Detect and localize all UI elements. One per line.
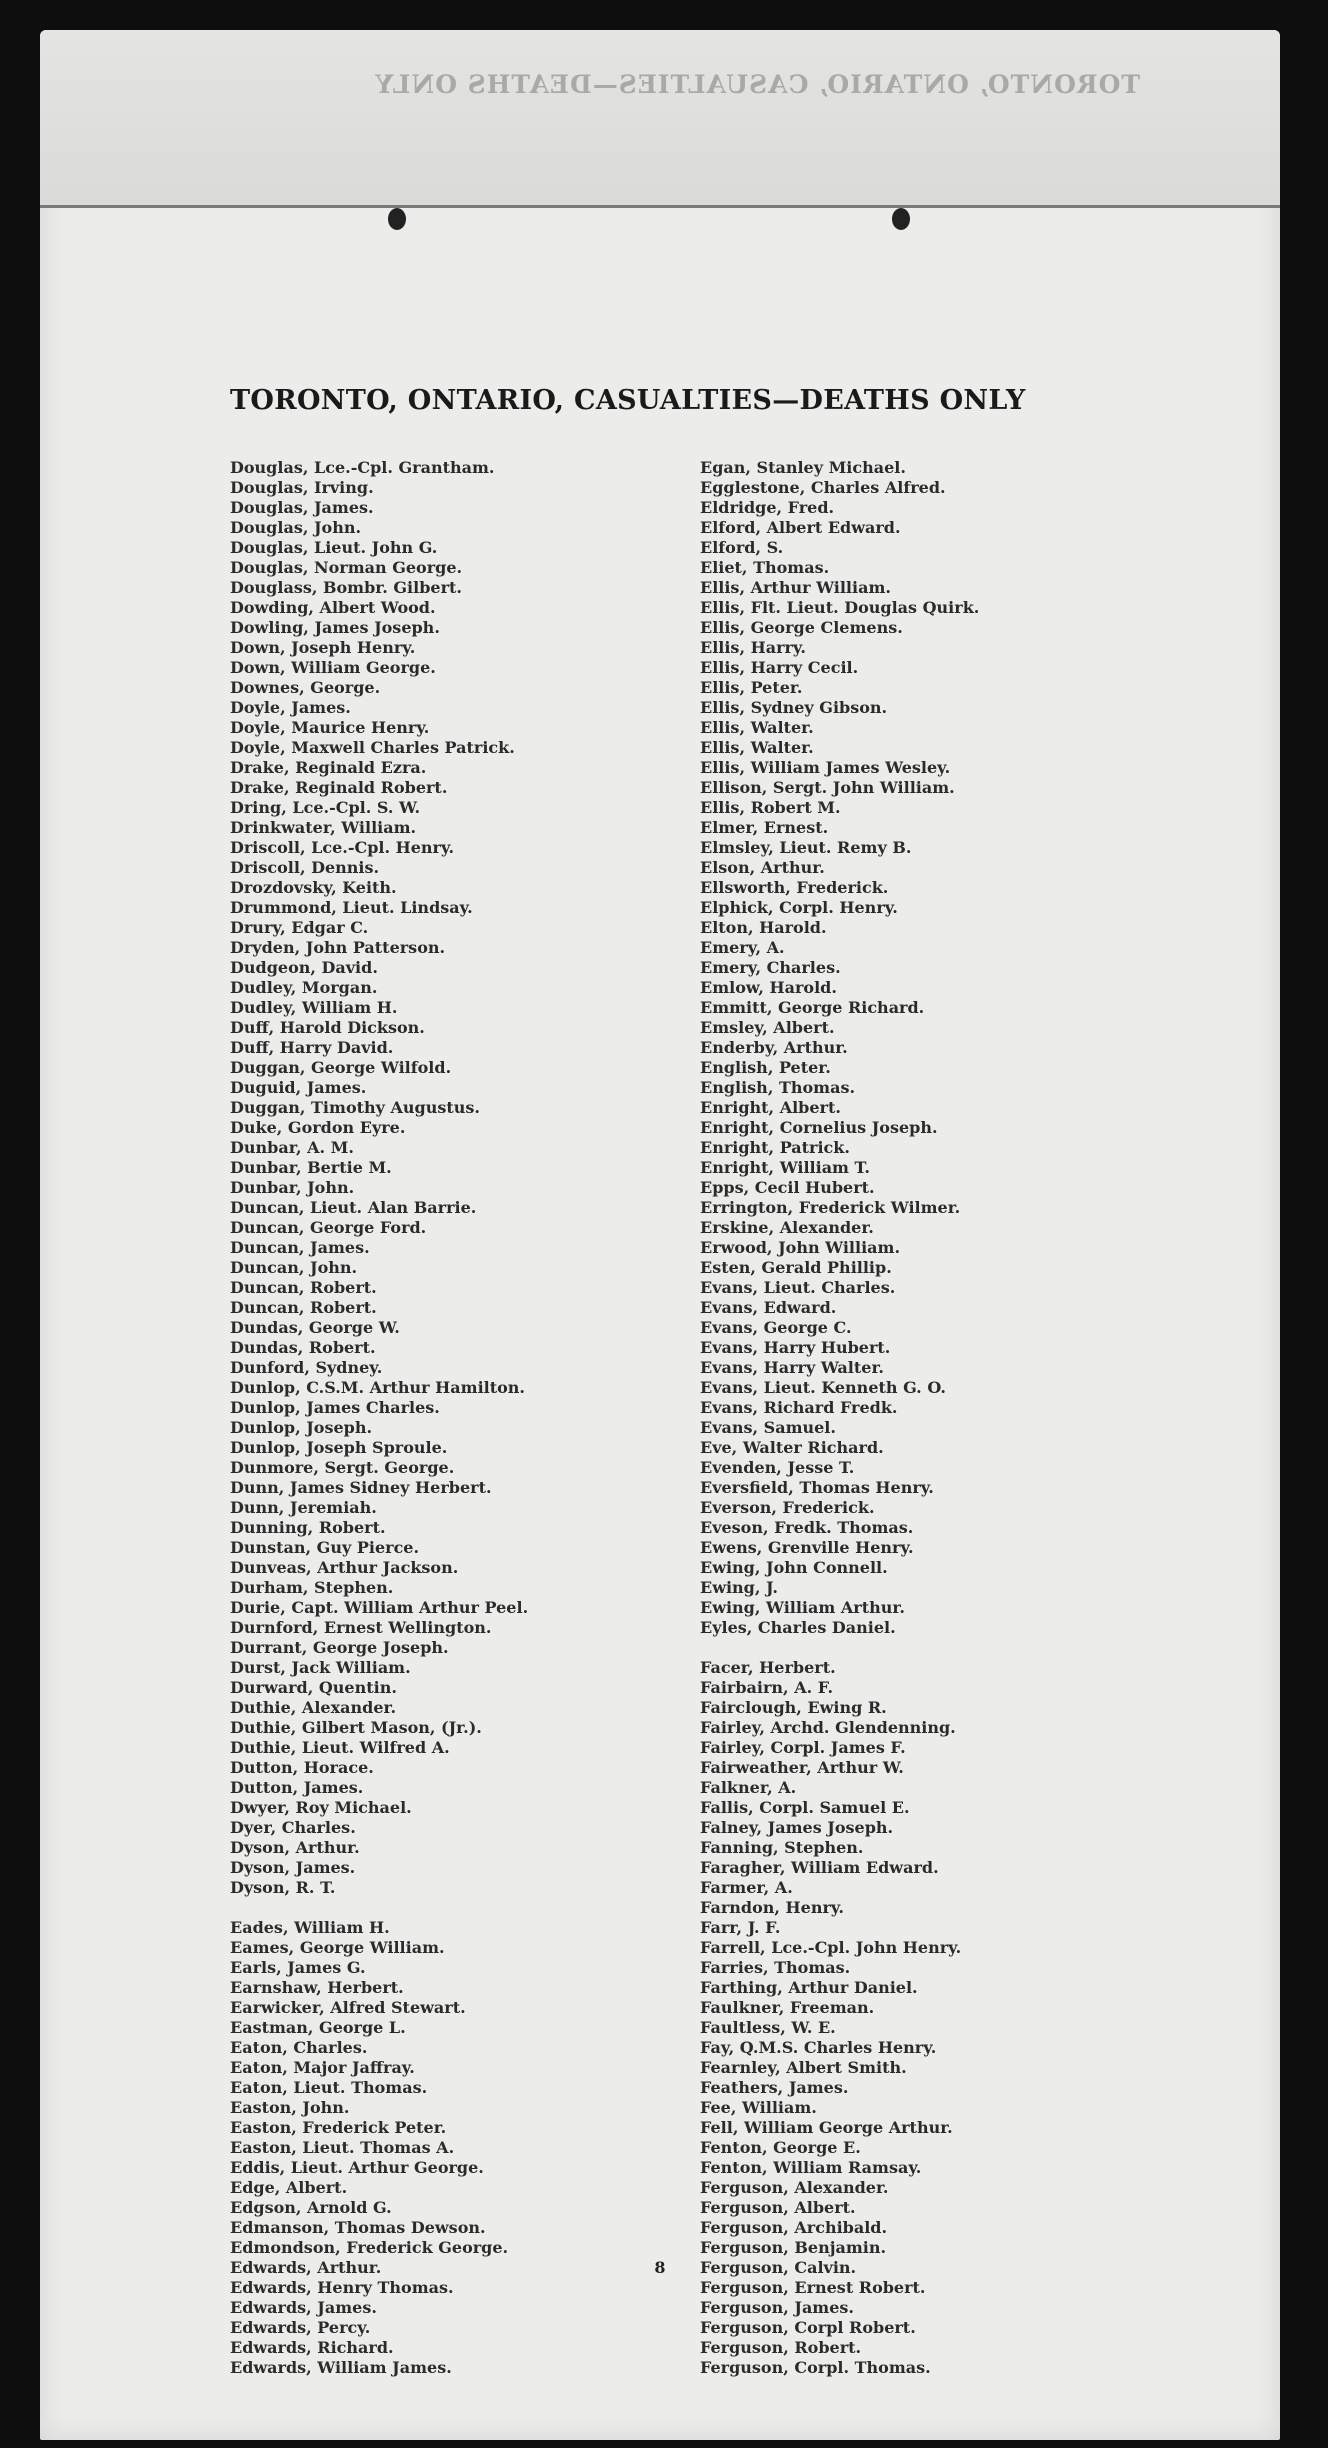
casualty-entry: Ferguson, Calvin. <box>700 2258 857 2277</box>
casualty-entry: Faultless, W. E. <box>700 2018 836 2037</box>
casualty-entry: Durnford, Ernest Wellington. <box>230 1618 492 1637</box>
casualty-entry: Dunlop, James Charles. <box>230 1398 440 1417</box>
document-page <box>40 30 1280 2440</box>
casualty-entry: Driscoll, Lce.-Cpl. Henry. <box>230 838 455 857</box>
casualty-entry: Emery, Charles. <box>700 958 841 977</box>
casualty-entry: English, Thomas. <box>700 1078 856 1097</box>
casualty-entry: Duff, Harry David. <box>230 1038 394 1057</box>
casualty-entry: Fay, Q.M.S. Charles Henry. <box>700 2038 937 2057</box>
casualty-entry: Dunford, Sydney. <box>230 1358 383 1377</box>
casualty-entry: Easton, John. <box>230 2098 350 2117</box>
casualty-entry: Edmanson, Thomas Dewson. <box>230 2218 486 2237</box>
page-binding-strip <box>40 30 1280 208</box>
casualty-entry: Drake, Reginald Robert. <box>230 778 448 797</box>
casualty-entry: Enderby, Arthur. <box>700 1038 848 1057</box>
casualty-entry: Ferguson, Ernest Robert. <box>700 2278 926 2297</box>
casualty-entry: Eades, William H. <box>230 1918 390 1937</box>
casualty-entry: Edwards, James. <box>230 2298 377 2317</box>
casualty-entry: Drury, Edgar C. <box>230 918 369 937</box>
casualty-entry: Evans, Lieut. Kenneth G. O. <box>700 1378 946 1397</box>
casualty-entry: Evans, Harry Walter. <box>700 1358 884 1377</box>
casualty-entry: Farthing, Arthur Daniel. <box>700 1978 918 1997</box>
casualty-entry: Easton, Frederick Peter. <box>230 2118 447 2137</box>
casualty-entry: Egan, Stanley Michael. <box>700 458 906 477</box>
casualty-entry: Enright, Cornelius Joseph. <box>700 1118 938 1137</box>
casualty-entry: Epps, Cecil Hubert. <box>700 1178 875 1197</box>
casualty-entry: Earls, James G. <box>230 1958 366 1977</box>
casualty-entry: Fairbairn, A. F. <box>700 1678 834 1697</box>
casualty-entry: Falkner, A. <box>700 1778 797 1797</box>
casualty-entry: Eversfield, Thomas Henry. <box>700 1478 934 1497</box>
casualty-entry: Evans, Edward. <box>700 1298 837 1317</box>
casualty-entry: Feathers, James. <box>700 2078 849 2097</box>
casualty-entry: Duthie, Gilbert Mason, (Jr.). <box>230 1718 482 1737</box>
casualty-entry: Ewing, J. <box>700 1578 778 1597</box>
casualty-entry: Falney, James Joseph. <box>700 1818 894 1837</box>
casualty-entry: Evans, Lieut. Charles. <box>700 1278 896 1297</box>
casualty-entry: Farrell, Lce.-Cpl. John Henry. <box>700 1938 962 1957</box>
casualty-entry: Duncan, James. <box>230 1238 370 1257</box>
casualty-entry: Eldridge, Fred. <box>700 498 835 517</box>
casualty-entry: Ellis, William James Wesley. <box>700 758 951 777</box>
casualty-entry: Enright, Patrick. <box>700 1138 850 1157</box>
casualty-entry: Dundas, George W. <box>230 1318 400 1337</box>
casualty-entry: Drinkwater, William. <box>230 818 417 837</box>
casualty-entry: Duggan, Timothy Augustus. <box>230 1098 480 1117</box>
casualty-entry: Facer, Herbert. <box>700 1658 836 1677</box>
list-section-gap <box>700 1638 1260 1658</box>
casualty-entry: Everson, Frederick. <box>700 1498 875 1517</box>
casualty-entry: Dunmore, Sergt. George. <box>230 1458 455 1477</box>
casualty-entry: Ewing, John Connell. <box>700 1558 888 1577</box>
casualty-entry: Ferguson, James. <box>700 2298 854 2317</box>
casualty-entry: Dudley, William H. <box>230 998 398 1017</box>
casualty-entry: Farmer, A. <box>700 1878 793 1897</box>
casualty-entry: Ellis, Harry. <box>700 638 806 657</box>
casualty-entry: Dutton, Horace. <box>230 1758 374 1777</box>
casualty-entry: Elmsley, Lieut. Remy B. <box>700 838 912 857</box>
casualty-entry: Elford, S. <box>700 538 784 557</box>
casualty-entry: Douglas, James. <box>230 498 374 517</box>
casualty-entry: Fairweather, Arthur W. <box>700 1758 904 1777</box>
casualty-entry: Fanning, Stephen. <box>700 1838 864 1857</box>
casualty-entry: Duthie, Lieut. Wilfred A. <box>230 1738 450 1757</box>
bleed-through-title: TORONTO, ONTARIO, CASUALTIES—DEATHS ONLY <box>374 70 1140 99</box>
casualty-entry: Duggan, George Wilfold. <box>230 1058 452 1077</box>
casualty-entry: Eaton, Charles. <box>230 2038 368 2057</box>
casualty-entry: Dyson, R. T. <box>230 1878 336 1897</box>
page-number: 8 <box>654 2258 666 2277</box>
casualty-entry: Elton, Harold. <box>700 918 827 937</box>
casualty-entry: Eaton, Lieut. Thomas. <box>230 2078 428 2097</box>
casualty-entry: Eyles, Charles Daniel. <box>700 1618 896 1637</box>
list-section-gap <box>230 1898 710 1918</box>
casualty-entry: Eames, George William. <box>230 1938 445 1957</box>
casualty-entry: Elson, Arthur. <box>700 858 825 877</box>
casualty-entry: Easton, Lieut. Thomas A. <box>230 2138 455 2157</box>
casualty-entry: Down, Joseph Henry. <box>230 638 416 657</box>
casualty-entry: Duke, Gordon Eyre. <box>230 1118 406 1137</box>
casualty-entry: Erskine, Alexander. <box>700 1218 874 1237</box>
casualty-entry: Dunveas, Arthur Jackson. <box>230 1558 459 1577</box>
casualty-entry: Dowling, James Joseph. <box>230 618 440 637</box>
casualty-entry: Dwyer, Roy Michael. <box>230 1798 412 1817</box>
casualty-entry: Dudley, Morgan. <box>230 978 378 997</box>
casualty-entry: Ellis, Arthur William. <box>700 578 891 597</box>
casualty-entry: Eliet, Thomas. <box>700 558 830 577</box>
casualty-entry: Esten, Gerald Phillip. <box>700 1258 892 1277</box>
casualty-entry: Dudgeon, David. <box>230 958 378 977</box>
casualty-entry: Edge, Albert. <box>230 2178 348 2197</box>
casualty-entry: Ferguson, Corpl Robert. <box>700 2318 916 2337</box>
casualty-entry: Duthie, Alexander. <box>230 1698 397 1717</box>
casualty-entry: Elmer, Ernest. <box>700 818 829 837</box>
casualty-entry: Fenton, George E. <box>700 2138 861 2157</box>
casualty-entry: Doyle, James. <box>230 698 351 717</box>
casualty-entry: Duff, Harold Dickson. <box>230 1018 425 1037</box>
casualty-entry: Duncan, Lieut. Alan Barrie. <box>230 1198 477 1217</box>
names-column-right <box>700 458 1260 2378</box>
casualty-entry: Dutton, James. <box>230 1778 364 1797</box>
casualty-entry: Emlow, Harold. <box>700 978 837 997</box>
casualty-entry: Fee, William. <box>700 2098 817 2117</box>
casualty-entry: Errington, Frederick Wilmer. <box>700 1198 961 1217</box>
casualty-entry: Duncan, George Ford. <box>230 1218 427 1237</box>
casualty-entry: Ferguson, Benjamin. <box>700 2238 887 2257</box>
casualty-entry: Emsley, Albert. <box>700 1018 835 1037</box>
casualty-entry: Faulkner, Freeman. <box>700 1998 875 2017</box>
casualty-entry: Enright, Albert. <box>700 1098 841 1117</box>
binding-hole-right <box>892 208 910 230</box>
casualty-entry: Ellis, Harry Cecil. <box>700 658 859 677</box>
casualty-entry: Erwood, John William. <box>700 1238 901 1257</box>
casualty-entry: Dunn, James Sidney Herbert. <box>230 1478 492 1497</box>
casualty-entry: Ellison, Sergt. John William. <box>700 778 955 797</box>
casualty-entry: Dunlop, Joseph. <box>230 1418 373 1437</box>
casualty-entry: Douglas, John. <box>230 518 362 537</box>
casualty-entry: Dunbar, Bertie M. <box>230 1158 392 1177</box>
casualty-entry: Ellsworth, Frederick. <box>700 878 889 897</box>
casualty-entry: Dunlop, Joseph Sproule. <box>230 1438 448 1457</box>
casualty-entry: Farndon, Henry. <box>700 1898 844 1917</box>
casualty-entry: Ellis, Walter. <box>700 718 814 737</box>
casualty-entry: Emmitt, George Richard. <box>700 998 925 1017</box>
casualty-entry: Edwards, Richard. <box>230 2338 394 2357</box>
casualty-entry: Dyson, James. <box>230 1858 356 1877</box>
casualty-entry: Douglas, Norman George. <box>230 558 463 577</box>
casualty-entry: Durham, Stephen. <box>230 1578 394 1597</box>
casualty-entry: Ellis, Walter. <box>700 738 814 757</box>
casualty-entry: Drozdovsky, Keith. <box>230 878 397 897</box>
casualty-entry: Duncan, Robert. <box>230 1278 377 1297</box>
casualty-entry: Drummond, Lieut. Lindsay. <box>230 898 473 917</box>
casualty-entry: Fearnley, Albert Smith. <box>700 2058 907 2077</box>
casualty-entry: Ferguson, Archibald. <box>700 2218 888 2237</box>
casualty-entry: Doyle, Maxwell Charles Patrick. <box>230 738 515 757</box>
casualty-entry: Evenden, Jesse T. <box>700 1458 855 1477</box>
casualty-entry: Fenton, William Ramsay. <box>700 2158 922 2177</box>
casualty-entry: Earnshaw, Herbert. <box>230 1978 404 1997</box>
casualty-entry: Dunbar, A. M. <box>230 1138 354 1157</box>
casualty-entry: Ellis, Sydney Gibson. <box>700 698 888 717</box>
casualty-entry: Dowding, Albert Wood. <box>230 598 436 617</box>
casualty-entry: Fairley, Archd. Glendenning. <box>700 1718 956 1737</box>
casualty-entry: Fairclough, Ewing R. <box>700 1698 887 1717</box>
casualty-entry: Fell, William George Arthur. <box>700 2118 953 2137</box>
casualty-entry: Dunstan, Guy Pierce. <box>230 1538 420 1557</box>
casualty-entry: Driscoll, Dennis. <box>230 858 380 877</box>
casualty-entry: Durie, Capt. William Arthur Peel. <box>230 1598 529 1617</box>
casualty-entry: Duncan, Robert. <box>230 1298 377 1317</box>
casualty-entry: Dunning, Robert. <box>230 1518 386 1537</box>
casualty-entry: Edmondson, Frederick George. <box>230 2238 509 2257</box>
casualty-entry: Dyer, Charles. <box>230 1818 356 1837</box>
casualty-entry: Durrant, George Joseph. <box>230 1638 449 1657</box>
casualty-entry: Douglas, Lieut. John G. <box>230 538 438 557</box>
casualty-entry: Douglas, Lce.-Cpl. Grantham. <box>230 458 495 477</box>
casualty-entry: Egglestone, Charles Alfred. <box>700 478 946 497</box>
casualty-entry: Earwicker, Alfred Stewart. <box>230 1998 466 2017</box>
casualty-entry: Eveson, Fredk. Thomas. <box>700 1518 914 1537</box>
casualty-entry: Edwards, William James. <box>230 2358 452 2377</box>
casualty-entry: Evans, George C. <box>700 1318 852 1337</box>
casualty-entry: Eve, Walter Richard. <box>700 1438 884 1457</box>
casualty-entry: Edwards, Percy. <box>230 2318 371 2337</box>
casualty-entry: Ellis, George Clemens. <box>700 618 903 637</box>
casualty-entry: Ewing, William Arthur. <box>700 1598 905 1617</box>
casualty-entry: Dundas, Robert. <box>230 1338 376 1357</box>
casualty-entry: Evans, Harry Hubert. <box>700 1338 891 1357</box>
casualty-entry: Durst, Jack William. <box>230 1658 411 1677</box>
names-column-left <box>230 458 710 2378</box>
casualty-entry: Ferguson, Corpl. Thomas. <box>700 2358 931 2377</box>
casualty-entry: Ferguson, Robert. <box>700 2338 862 2357</box>
casualty-entry: Ellis, Robert M. <box>700 798 841 817</box>
page-title: TORONTO, ONTARIO, CASUALTIES—DEATHS ONLY <box>230 385 1026 416</box>
casualty-entry: Ewens, Grenville Henry. <box>700 1538 914 1557</box>
casualty-entry: Ferguson, Albert. <box>700 2198 856 2217</box>
casualty-entry: Downes, George. <box>230 678 381 697</box>
casualty-entry: Eastman, George L. <box>230 2018 406 2037</box>
casualty-entry: Douglass, Bombr. Gilbert. <box>230 578 462 597</box>
casualty-entry: English, Peter. <box>700 1058 831 1077</box>
casualty-entry: Dyson, Arthur. <box>230 1838 360 1857</box>
casualty-entry: Eaton, Major Jaffray. <box>230 2058 415 2077</box>
casualty-entry: Farr, J. F. <box>700 1918 781 1937</box>
casualty-entry: Ellis, Flt. Lieut. Douglas Quirk. <box>700 598 980 617</box>
casualty-entry: Elphick, Corpl. Henry. <box>700 898 898 917</box>
casualty-entry: Drake, Reginald Ezra. <box>230 758 427 777</box>
casualty-entry: Durward, Quentin. <box>230 1678 397 1697</box>
casualty-entry: Enright, William T. <box>700 1158 870 1177</box>
casualty-entry: Duguid, James. <box>230 1078 367 1097</box>
casualty-entry: Ellis, Peter. <box>700 678 803 697</box>
casualty-entry: Ferguson, Alexander. <box>700 2178 889 2197</box>
casualty-entry: Dunlop, C.S.M. Arthur Hamilton. <box>230 1378 525 1397</box>
casualty-entry: Fallis, Corpl. Samuel E. <box>700 1798 910 1817</box>
casualty-entry: Duncan, John. <box>230 1258 358 1277</box>
casualty-entry: Douglas, Irving. <box>230 478 374 497</box>
casualty-entry: Elford, Albert Edward. <box>700 518 901 537</box>
casualty-entry: Eddis, Lieut. Arthur George. <box>230 2158 484 2177</box>
casualty-entry: Faragher, William Edward. <box>700 1858 939 1877</box>
casualty-entry: Fairley, Corpl. James F. <box>700 1738 906 1757</box>
binding-hole-left <box>388 208 406 230</box>
casualty-entry: Edgson, Arnold G. <box>230 2198 392 2217</box>
casualty-entry: Dring, Lce.-Cpl. S. W. <box>230 798 421 817</box>
casualty-entry: Evans, Richard Fredk. <box>700 1398 898 1417</box>
casualty-entry: Dunbar, John. <box>230 1178 355 1197</box>
casualty-entry: Emery, A. <box>700 938 785 957</box>
casualty-entry: Edwards, Arthur. <box>230 2258 382 2277</box>
casualty-entry: Farries, Thomas. <box>700 1958 851 1977</box>
casualty-entry: Edwards, Henry Thomas. <box>230 2278 454 2297</box>
casualty-entry: Down, William George. <box>230 658 436 677</box>
casualty-entry: Dryden, John Patterson. <box>230 938 446 957</box>
casualty-entry: Dunn, Jeremiah. <box>230 1498 377 1517</box>
casualty-entry: Evans, Samuel. <box>700 1418 836 1437</box>
casualty-entry: Doyle, Maurice Henry. <box>230 718 430 737</box>
